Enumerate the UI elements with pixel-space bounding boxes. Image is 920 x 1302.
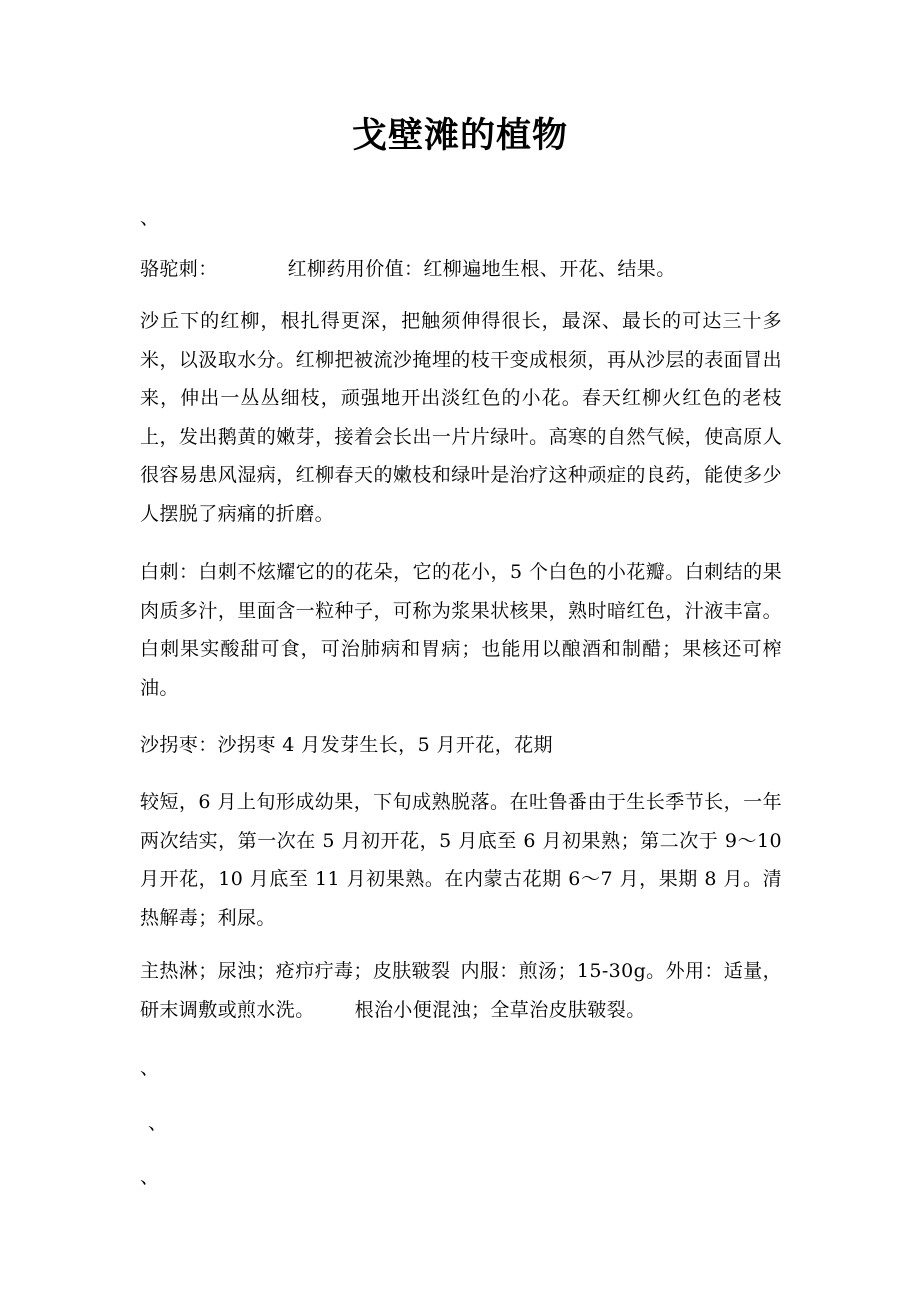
oleaster-continued-paragraph: 较短，6 月上旬形成幼果，下旬成熟脱落。在吐鲁番由于生长季节长，一年两次结实，第一次在 5 月初开花，5 月底至 6 月初果熟；第二次于 9～10 月开花，10 月底至 11 月初果熟。在内蒙古花期 6～7 月，果期 8 月。清热解毒；利尿。: [140, 791, 782, 929]
white-thorn-paragraph: 白刺：白刺不炫耀它的的花朵，它的花小，5 个白色的小花瓣。白刺结的果肉质多汁，里面含一粒种子，可称为浆果状核果，熟时暗红色，汁液丰富。白刺果实酸甜可食，可治肺病和胃病；也能用以酿酒和制醋；果核还可榨油。: [140, 561, 782, 699]
usage-indications: 主热淋；尿浊；疮疖疔毒；皮肤皲裂: [140, 960, 451, 982]
camel-thorn-label: 骆驼刺：: [140, 258, 218, 280]
document-title: 戈壁滩的植物: [351, 115, 568, 156]
tamarisk-medicinal-text: 红柳药用价值：红柳遍地生根、开花、结果。: [287, 258, 676, 280]
punctuation-mark: 、: [140, 1057, 160, 1079]
camel-thorn-line: [140, 250, 782, 289]
usage-root-note: 根治小便混浊；全草治皮肤皲裂。: [354, 998, 646, 1021]
tamarisk-paragraph: 沙丘下的红柳，根扎得更深，把触须伸得很长，最深、最长的可达三十多米，以汲取水分。红柳把被流沙掩埋的枝干变成根须，再从沙层的表面冒出来，伸出一丛丛细枝，顽强地开出淡红色的小花。春天红柳火红色的老枝上，发出鹅黄的嫩芽，接着会长出一片片绿叶。高寒的自然气候，使高原人很容易患风湿病，红柳春天的嫩枝和绿叶是治疗这种顽症的良药，能使多少人摆脱了病痛的折磨。: [140, 310, 782, 525]
punctuation-mark: 、: [148, 1112, 168, 1134]
punctuation-mark: 、: [140, 1166, 160, 1188]
usage-dosage: 内服：煎汤；15-30g。外用：适量，研末调敷或煎水洗。: [140, 960, 782, 1021]
oleaster-paragraph: 沙拐枣：沙拐枣 4 月发芽生长，5 月开花，花期: [140, 734, 553, 756]
usage-paragraph: [140, 952, 782, 1029]
punctuation-mark: 、: [140, 207, 160, 229]
